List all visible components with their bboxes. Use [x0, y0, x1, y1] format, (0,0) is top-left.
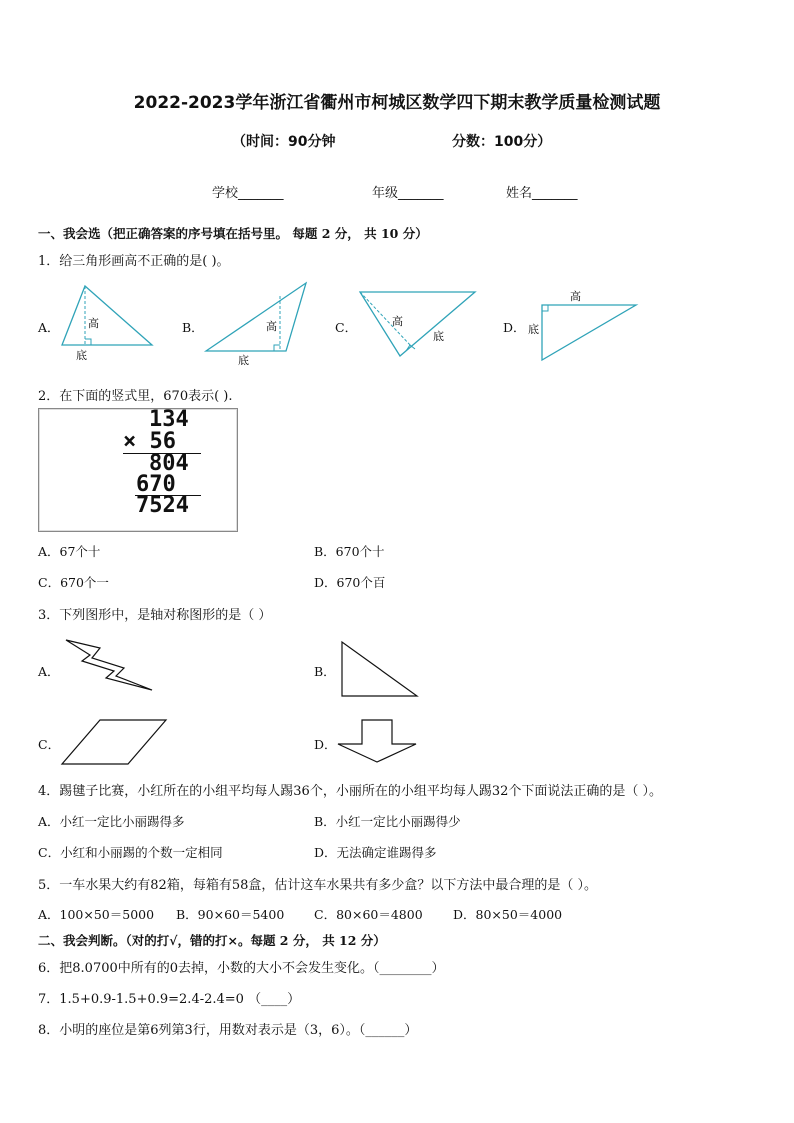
parallelogram-shape: [62, 720, 166, 764]
q3-label-a: A．: [38, 664, 60, 679]
right-triangle-shape: [342, 642, 417, 696]
q3-label-b: B．: [314, 664, 336, 679]
q5-option-d[interactable]: D．80×50＝4000: [453, 907, 563, 922]
q6-text: 6．把8.0700中所有的0去掉，小数的大小不会发生变化。（________）: [38, 961, 445, 976]
q4-option-a[interactable]: A．小红一定比小丽踢得多: [38, 814, 185, 829]
q1-label-a: A．: [38, 320, 60, 335]
page-title: 2022-2023学年浙江省衢州市柯城区数学四下期末教学质量检测试题: [133, 93, 661, 113]
q3-label-d: D．: [314, 737, 337, 752]
triangle-a: [62, 286, 152, 362]
triangle-c-base-label: 底: [433, 330, 444, 343]
q1-text: 1．给三角形画高不正确的是( )。: [38, 254, 230, 269]
triangle-d-base-label: 底: [528, 323, 539, 336]
triangle-b: [206, 283, 306, 367]
calc-product: 7524: [136, 493, 189, 518]
exam-score: 分数：100分）: [452, 134, 552, 150]
triangle-d-height-label: 高: [570, 290, 581, 303]
exam-time: （时间：90分钟: [232, 134, 336, 150]
grade-field: 年级_______: [372, 186, 444, 201]
triangle-a-height-label: 高: [88, 317, 99, 330]
q1-label-c: C．: [335, 320, 358, 335]
vertical-multiplication-box: [38, 408, 238, 532]
section1-heading: 一、我会选（把正确答案的序号填在括号里。 每题 2 分， 共 10 分）: [38, 226, 428, 241]
triangle-c-height-label: 高: [392, 315, 403, 328]
section2-heading: 二、我会判断。（对的打√，错的打×。每题 2 分， 共 12 分）: [38, 933, 386, 948]
q2-option-d[interactable]: D．670个百: [314, 575, 386, 590]
q5-option-b[interactable]: B．90×60＝5400: [176, 907, 285, 922]
q5-option-c[interactable]: C．80×60＝4800: [314, 907, 423, 922]
q3-shapes: [0, 630, 794, 770]
school-field: 学校_______: [212, 186, 284, 201]
triangle-c: [360, 292, 475, 356]
triangle-b-height-label: 高: [266, 320, 277, 333]
q8-text: 8．小明的座位是第6列第3行，用数对表示是（3，6）。（______）: [38, 1023, 418, 1038]
lightning-shape: [66, 640, 152, 690]
q4-option-d[interactable]: D．无法确定谁踢得多: [314, 845, 437, 860]
q5-text: 5．一车水果大约有82箱，每箱有58盒，估计这车水果共有多少盒？以下方法中最合理的是（ ）。: [38, 878, 597, 893]
q2-option-b[interactable]: B．670个十: [314, 544, 385, 559]
triangle-a-base-label: 底: [76, 349, 87, 362]
calc-multiplicand: 134: [149, 407, 189, 432]
q3-text: 3．下列图形中，是轴对称图形的是（ ）: [38, 608, 272, 623]
q2-option-a[interactable]: A．67个十: [38, 544, 101, 559]
calc-multiplier: × 56: [123, 429, 176, 454]
q3-label-c: C．: [38, 737, 61, 752]
q5-option-a[interactable]: A．100×50＝5000: [38, 907, 155, 922]
triangle-d: [528, 289, 636, 360]
q2-option-c[interactable]: C．670个一: [38, 575, 109, 590]
q2-text: 2．在下面的竖式里，670表示( ).: [38, 389, 233, 404]
q4-option-b[interactable]: B．小红一定比小丽踢得少: [314, 814, 461, 829]
triangle-b-base-label: 底: [238, 354, 249, 367]
q1-label-b: B．: [182, 320, 204, 335]
q7-text: 7．1.5+0.9-1.5+0.9=2.4-2.4=0 （____）: [38, 992, 301, 1007]
down-arrow-shape: [338, 720, 416, 762]
name-field: 姓名_______: [506, 186, 578, 201]
q1-label-d: D．: [503, 320, 526, 335]
calc-partial-1: 804: [149, 451, 189, 476]
q1-triangles: [0, 0, 794, 380]
calc-partial-2: 670: [136, 472, 176, 497]
q4-option-c[interactable]: C．小红和小丽踢的个数一定相同: [38, 845, 223, 860]
q4-text: 4．踢毽子比赛，小红所在的小组平均每人踢36个，小丽所在的小组平均每人踢32个下面说法正确的是（ ）。: [38, 784, 662, 799]
